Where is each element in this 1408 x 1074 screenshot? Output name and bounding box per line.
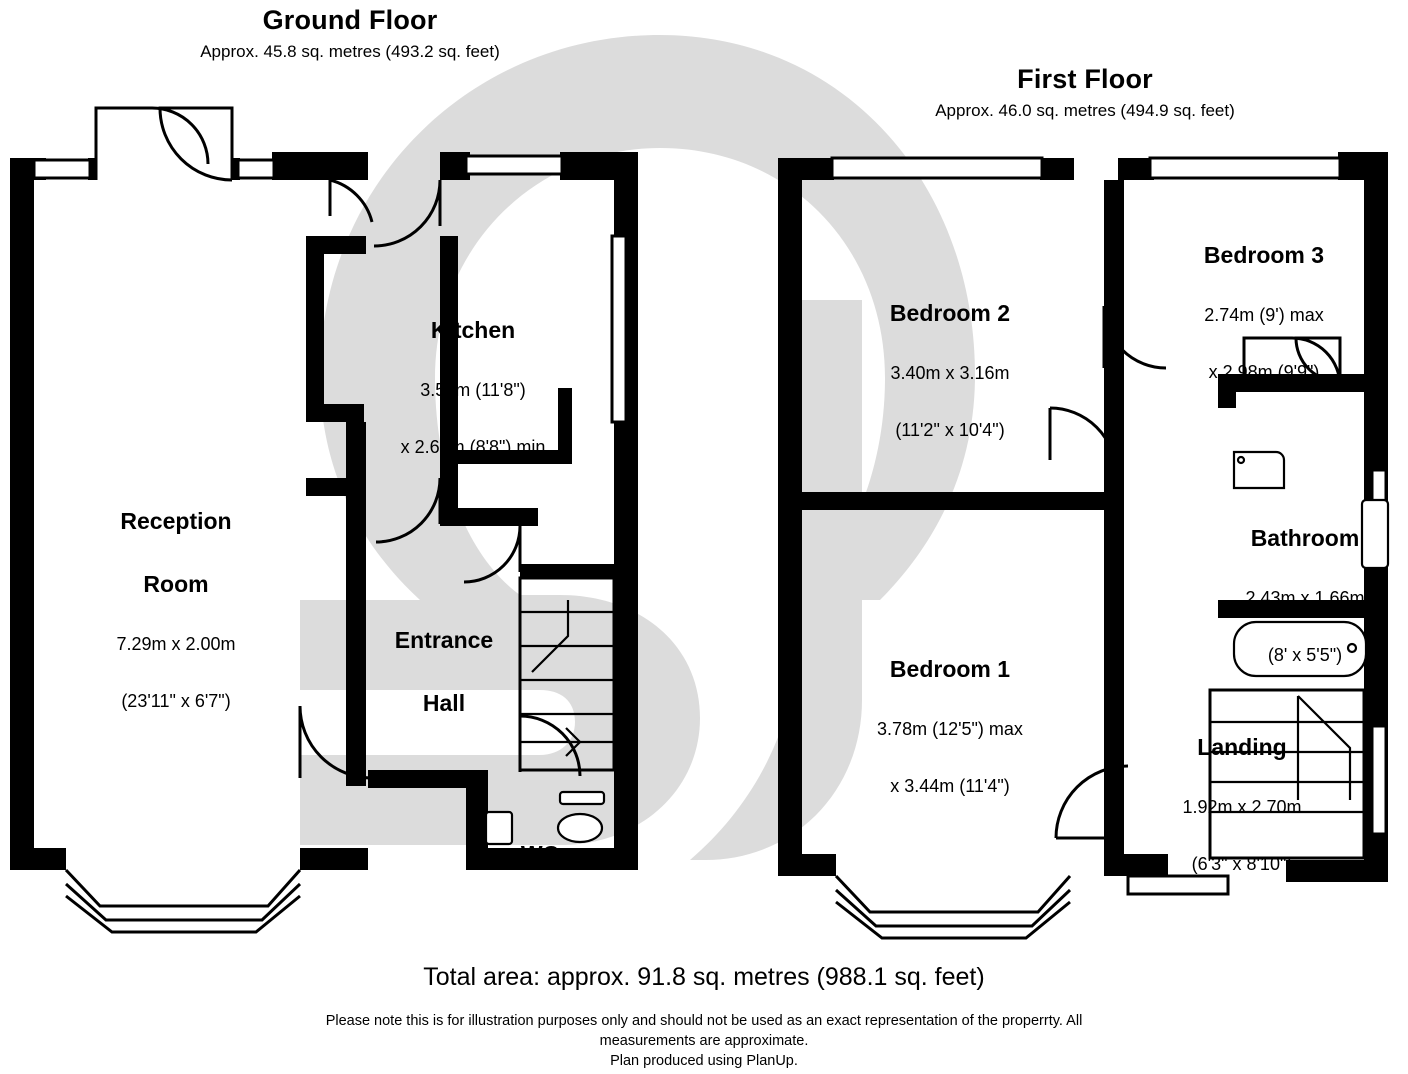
total-area-label: Total area: approx. 91.8 sq. metres (988.1 sq. feet) [423, 963, 985, 991]
room-dims-reception-line2: (23'11" x 6'7") [121, 691, 231, 711]
disclaimer-line-3: Plan produced using PlanUp. [610, 1053, 798, 1069]
room-label-bedroom-1: Bedroom 1 [889, 656, 1011, 682]
room-dims-bedroom-3-line1: 2.74m (9') max [1204, 305, 1324, 325]
room-dims-reception-line1: 7.29m x 2.00m [116, 634, 236, 654]
first-floor-subtitle: Approx. 46.0 sq. metres (494.9 sq. feet) [935, 101, 1235, 120]
room-dims-bathroom-line1: 2.43m x 1.66m [1245, 588, 1365, 608]
room-label-entrance-hall: Entrance [394, 627, 494, 653]
room-dims-landing-line1: 1.92m x 2.70m [1182, 797, 1302, 817]
room-label-bathroom: Bathroom [1250, 525, 1360, 551]
room-label-landing: Landing [1197, 734, 1287, 760]
room-label-bedroom-3: Bedroom 3 [1203, 242, 1325, 268]
first-floor-title: First Floor [1017, 64, 1153, 94]
room-label-wc: WC [520, 841, 560, 867]
room-dims-kitchen-line1: 3.56m (11'8") [420, 380, 526, 400]
room-label-entrance-hall-2: Hall [422, 690, 466, 716]
room-label-bedroom-2: Bedroom 2 [889, 300, 1011, 326]
room-dims-bedroom-1-line2: x 3.44m (11'4") [890, 776, 1010, 796]
room-dims-bedroom-3-line2: x 2.98m (9'9") [1208, 362, 1320, 382]
room-dims-landing-line2: (6'3" x 8'10") [1191, 854, 1293, 874]
disclaimer-line-2: measurements are approximate. [599, 1033, 809, 1049]
disclaimer-line-1: Please note this is for illustration purposes only and should not be used as an exact representation of the properrty. All [325, 1013, 1083, 1029]
room-dims-kitchen-line2: x 2.65m (8'8") min [400, 437, 546, 457]
ground-floor-title: Ground Floor [262, 5, 438, 35]
ground-floor-subtitle: Approx. 45.8 sq. metres (493.2 sq. feet) [200, 42, 500, 61]
room-label-kitchen: Kitchen [430, 317, 516, 343]
room-dims-bathroom-line2: (8' x 5'5") [1267, 645, 1343, 665]
room-dims-bedroom-2-line1: 3.40m x 3.16m [890, 363, 1010, 383]
room-dims-bedroom-1-line1: 3.78m (12'5") max [877, 719, 1023, 739]
room-label-reception-2: Room [143, 571, 209, 597]
room-label-reception: Reception [120, 508, 232, 534]
room-dims-bedroom-2-line2: (11'2" x 10'4") [895, 420, 1005, 440]
